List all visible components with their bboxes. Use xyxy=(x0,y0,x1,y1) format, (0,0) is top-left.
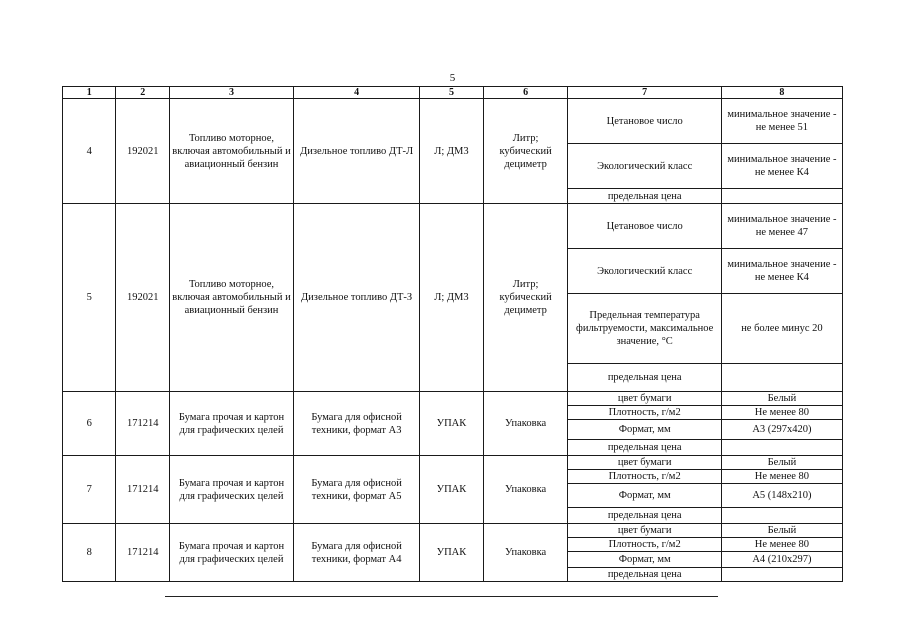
unit-code-cell: Л; ДМ3 xyxy=(420,99,484,204)
row-number-cell: 5 xyxy=(63,204,116,392)
characteristic-name-cell: Плотность, г/м2 xyxy=(568,406,721,420)
characteristic-value-cell: минимальное значение - не менее К4 xyxy=(721,144,842,189)
table-row xyxy=(63,524,843,538)
characteristic-value-cell xyxy=(721,189,842,204)
column-number-row xyxy=(63,87,843,99)
unit-code-cell: УПАК xyxy=(420,524,484,582)
characteristic-name-cell: Формат, мм xyxy=(568,552,721,568)
table-row xyxy=(63,204,843,249)
characteristic-value-cell: Белый xyxy=(721,524,842,538)
row-number-cell: 6 xyxy=(63,392,116,456)
characteristic-value-cell xyxy=(721,508,842,524)
characteristic-name-cell: предельная цена xyxy=(568,189,721,204)
column-number: 7 xyxy=(568,87,721,99)
column-number: 8 xyxy=(721,87,842,99)
column-number: 3 xyxy=(169,87,293,99)
product-cell: Дизельное топливо ДТ-Л xyxy=(294,99,420,204)
characteristic-name-cell: Цетановое число xyxy=(568,204,721,249)
page-number: 5 xyxy=(449,72,456,84)
category-cell: Бумага прочая и картон для графических целей xyxy=(169,392,293,456)
characteristic-name-cell: предельная цена xyxy=(568,568,721,582)
characteristic-value-cell xyxy=(721,364,842,392)
okpd-code-cell: 192021 xyxy=(116,99,169,204)
category-cell: Топливо моторное, включая автомобильный и авиационный бензин xyxy=(169,204,293,392)
category-cell: Бумага прочая и картон для графических целей xyxy=(169,456,293,524)
characteristic-value-cell xyxy=(721,568,842,582)
characteristic-value-cell: Не менее 80 xyxy=(721,538,842,552)
characteristic-value-cell: минимальное значение - не менее К4 xyxy=(721,249,842,294)
characteristic-name-cell: предельная цена xyxy=(568,440,721,456)
characteristic-value-cell xyxy=(721,440,842,456)
characteristic-value-cell: не более минус 20 xyxy=(721,294,842,364)
characteristic-name-cell: предельная цена xyxy=(568,508,721,524)
unit-name-cell: Литр; кубический дециметр xyxy=(483,99,568,204)
table-header xyxy=(63,87,843,99)
column-number: 2 xyxy=(116,87,169,99)
table-row xyxy=(63,392,843,406)
characteristic-value-cell: Не менее 80 xyxy=(721,470,842,484)
product-cell: Бумага для офисной техники, формат А3 xyxy=(294,392,420,456)
characteristic-value-cell: минимальное значение - не менее 51 xyxy=(721,99,842,144)
category-cell: Топливо моторное, включая автомобильный и авиационный бензин xyxy=(169,99,293,204)
characteristic-name-cell: Экологический класс xyxy=(568,144,721,189)
characteristic-name-cell: Предельная температура фильтруемости, максимальное значение, °С xyxy=(568,294,721,364)
characteristic-name-cell: Формат, мм xyxy=(568,420,721,440)
unit-name-cell: Литр; кубический дециметр xyxy=(483,204,568,392)
row-number-cell: 4 xyxy=(63,99,116,204)
unit-name-cell: Упаковка xyxy=(483,392,568,456)
column-number: 4 xyxy=(294,87,420,99)
characteristics-table xyxy=(62,86,843,582)
table-body xyxy=(63,99,843,582)
product-cell: Бумага для офисной техники, формат А5 xyxy=(294,456,420,524)
characteristic-value-cell: Белый xyxy=(721,456,842,470)
characteristic-name-cell: Плотность, г/м2 xyxy=(568,538,721,552)
characteristic-value-cell: А3 (297х420) xyxy=(721,420,842,440)
column-number: 6 xyxy=(483,87,568,99)
characteristic-name-cell: Цетановое число xyxy=(568,99,721,144)
characteristic-name-cell: цвет бумаги xyxy=(568,524,721,538)
okpd-code-cell: 171214 xyxy=(116,456,169,524)
column-number: 1 xyxy=(63,87,116,99)
characteristic-value-cell: А5 (148х210) xyxy=(721,484,842,508)
characteristic-value-cell: А4 (210х297) xyxy=(721,552,842,568)
unit-code-cell: УПАК xyxy=(420,456,484,524)
characteristic-value-cell: Белый xyxy=(721,392,842,406)
okpd-code-cell: 171214 xyxy=(116,392,169,456)
characteristic-name-cell: Плотность, г/м2 xyxy=(568,470,721,484)
characteristic-name-cell: предельная цена xyxy=(568,364,721,392)
unit-name-cell: Упаковка xyxy=(483,456,568,524)
product-cell: Бумага для офисной техники, формат А4 xyxy=(294,524,420,582)
unit-name-cell: Упаковка xyxy=(483,524,568,582)
characteristic-value-cell: минимальное значение - не менее 47 xyxy=(721,204,842,249)
characteristic-value-cell: Не менее 80 xyxy=(721,406,842,420)
category-cell: Бумага прочая и картон для графических целей xyxy=(169,524,293,582)
okpd-code-cell: 192021 xyxy=(116,204,169,392)
row-number-cell: 8 xyxy=(63,524,116,582)
bottom-rule xyxy=(165,596,718,597)
unit-code-cell: Л; ДМ3 xyxy=(420,204,484,392)
unit-code-cell: УПАК xyxy=(420,392,484,456)
characteristic-name-cell: цвет бумаги xyxy=(568,456,721,470)
table-row xyxy=(63,99,843,144)
okpd-code-cell: 171214 xyxy=(116,524,169,582)
row-number-cell: 7 xyxy=(63,456,116,524)
column-number: 5 xyxy=(420,87,484,99)
characteristic-name-cell: Экологический класс xyxy=(568,249,721,294)
product-cell: Дизельное топливо ДТ-З xyxy=(294,204,420,392)
table-row xyxy=(63,456,843,470)
characteristic-name-cell: Формат, мм xyxy=(568,484,721,508)
characteristic-name-cell: цвет бумаги xyxy=(568,392,721,406)
